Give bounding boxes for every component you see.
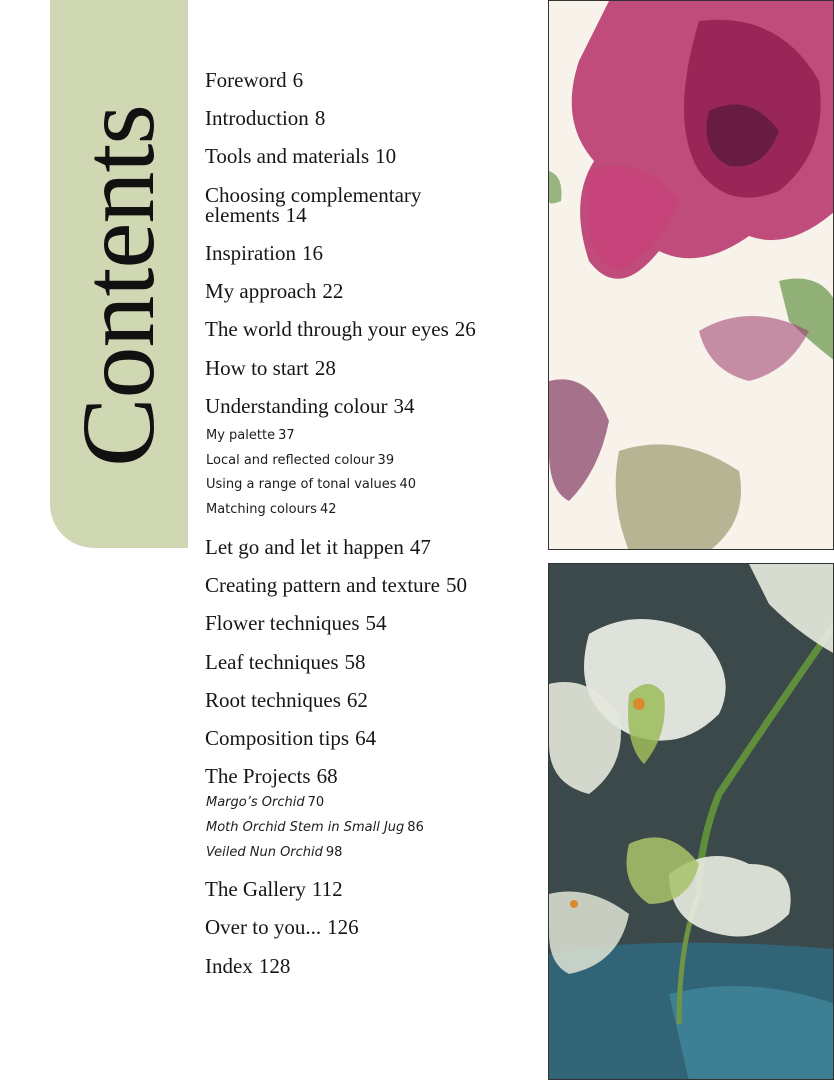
toc-entry-introduction[interactable] (205, 108, 325, 128)
toc-entry-label: Leaf techniques (205, 650, 339, 674)
toc-page-number: 37 (278, 428, 295, 443)
toc-entry-foreword[interactable] (205, 70, 303, 90)
toc-entry-world-through-your-eyes[interactable] (205, 319, 476, 339)
toc-subentry-my-palette[interactable] (206, 428, 295, 444)
toc-entry-understanding-colour[interactable] (205, 396, 415, 416)
toc-entry-label: Local and reflected colour (206, 453, 375, 468)
toc-entry-flower-techniques[interactable] (205, 613, 387, 633)
toc-entry-label: The world through your eyes (205, 317, 449, 341)
toc-entry-tools-and-materials[interactable] (205, 146, 396, 166)
toc-page-number: 39 (377, 453, 395, 468)
toc-page-number: 28 (314, 356, 336, 380)
toc-entry-label: How to start (205, 356, 309, 380)
toc-entry-my-approach[interactable] (205, 281, 343, 301)
toc-entry-label: Matching colours (206, 502, 317, 517)
toc-page-number: 40 (399, 477, 417, 492)
toc-page-number: 22 (322, 279, 344, 303)
toc-subentry-tonal-values[interactable] (206, 477, 416, 493)
toc-entry-label: Introduction (205, 106, 309, 130)
toc-entry-label: Index (205, 954, 253, 978)
toc-page-number: 128 (258, 954, 291, 978)
toc-page-number: 62 (346, 688, 368, 712)
toc-entry-label: Flower techniques (205, 611, 360, 635)
toc-page-number: 54 (365, 611, 387, 635)
toc-page-number: 26 (454, 317, 476, 341)
toc-page-number: 86 (407, 820, 424, 835)
toc-entry-let-go[interactable] (205, 537, 431, 557)
toc-page-number: 8 (314, 106, 326, 130)
toc-subentry-local-reflected-colour[interactable] (206, 453, 394, 469)
toc-page-number: 68 (316, 764, 338, 788)
toc-entry-composition-tips[interactable] (205, 728, 376, 748)
toc-entry-label: Foreword (205, 68, 287, 92)
toc-entry-label: Root techniques (205, 688, 341, 712)
toc-page-number: 64 (355, 726, 377, 750)
toc-entry-over-to-you[interactable] (205, 917, 359, 937)
toc-entry-label: Moth Orchid Stem in Small Jug (206, 820, 405, 835)
toc-page-number: 6 (292, 68, 304, 92)
toc-entry-label: The Projects (205, 764, 311, 788)
toc-page-number: 98 (325, 845, 343, 860)
toc-entry-label: My palette (206, 428, 276, 443)
toc-page-number: 14 (285, 203, 307, 227)
toc-page-number: 70 (307, 795, 325, 810)
toc-page-number: 42 (319, 502, 337, 517)
toc-entry-index[interactable] (205, 956, 290, 976)
page-title: Contents (61, 105, 176, 467)
toc-entry-root-techniques[interactable] (205, 690, 368, 710)
toc-entry-choosing-complementary-elements[interactable] (205, 185, 421, 225)
toc-entry-inspiration[interactable] (205, 243, 323, 263)
toc-entry-label: Creating pattern and texture (205, 573, 440, 597)
toc-entry-label: Understanding colour (205, 394, 388, 418)
toc-entry-label: Inspiration (205, 241, 296, 265)
toc-entry-label: Choosing complementary (205, 183, 422, 207)
toc-page-number: 10 (375, 144, 397, 168)
toc-entry-how-to-start[interactable] (205, 358, 336, 378)
toc-entry-the-gallery[interactable] (205, 879, 343, 899)
toc-entry-label: Let go and let it happen (205, 535, 404, 559)
toc-entry-label: Tools and materials (205, 144, 370, 168)
toc-entry-label-line2: elements (205, 203, 280, 227)
white-orchid-painting (548, 563, 834, 1080)
toc-entry-label: The Gallery (205, 877, 306, 901)
toc-page-number: 112 (311, 877, 343, 901)
toc-entry-label: Margo’s Orchid (206, 795, 305, 810)
toc-page-number: 47 (409, 535, 431, 559)
toc-entry-the-projects[interactable] (205, 766, 338, 786)
toc-entry-label: Using a range of tonal values (206, 477, 397, 492)
toc-page-number: 126 (327, 915, 359, 939)
toc-entry-pattern-and-texture[interactable] (205, 575, 467, 595)
toc-page-number: 16 (301, 241, 323, 265)
toc-entry-label: My approach (205, 279, 317, 303)
toc-subentry-moth-orchid-stem[interactable] (206, 820, 424, 836)
toc-entry-leaf-techniques[interactable] (205, 652, 366, 672)
toc-page-number: 50 (446, 573, 467, 597)
magenta-orchid-painting (548, 0, 834, 550)
toc-page-number: 58 (344, 650, 366, 674)
toc-subentry-matching-colours[interactable] (206, 502, 336, 518)
toc-entry-label: Over to you... (205, 915, 322, 939)
toc-subentry-veiled-nun-orchid[interactable] (206, 845, 342, 861)
toc-entry-label: Veiled Nun Orchid (206, 845, 323, 860)
toc-subentry-margos-orchid[interactable] (206, 795, 324, 811)
toc-page-number: 34 (393, 394, 415, 418)
toc-entry-label: Composition tips (205, 726, 350, 750)
